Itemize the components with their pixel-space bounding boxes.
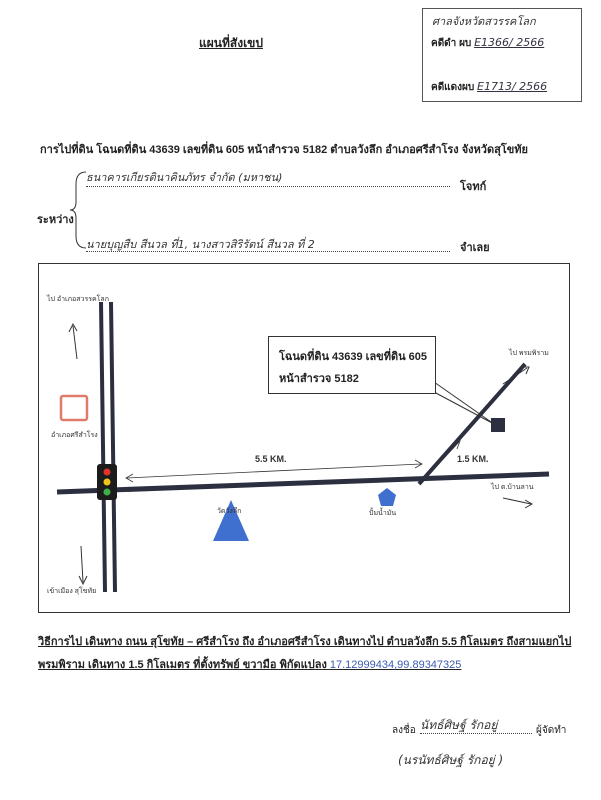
main-road: [57, 474, 549, 492]
coordinates-link[interactable]: 17.12999434,99.89347325: [329, 659, 462, 671]
property-callout: [268, 336, 436, 394]
vertical-road-right: [111, 302, 115, 592]
signature-image: นัทธ์ศิษฐ์ รักอยู่: [420, 718, 498, 732]
between-label: ระหว่าง: [37, 214, 74, 226]
label-wat: วัดวังลึก: [217, 508, 242, 515]
printed-name: (นรนัทธ์ศิษฐ์ รักอยู่ ): [398, 753, 504, 767]
defendant-line: [86, 251, 450, 252]
defendant-label: จำเลย: [460, 242, 490, 254]
case-number-box: [422, 8, 582, 102]
label-to-phrom-phiram: ไป พรมพิราม: [509, 350, 549, 357]
label-to-sukhothai: เข้าเมือง สุโขทัย: [47, 588, 97, 595]
method-line-2: [38, 655, 461, 673]
method-line-2-text: พรมพิราม เดินทาง 1.5 กิโลเมตร ที่ตั้งทรัพย์ ขวามือ พิกัดแปลง: [38, 659, 327, 671]
court-name: ศาลจังหวัดสวรรคโลก: [432, 15, 536, 28]
plaintiff-line: [86, 186, 450, 187]
route-line: การไปที่ดิน โฉนดที่ดิน 43639 เลขที่ดิน 605 หน้าสำรวจ 5182 ตำบลวังลึก อำเภอศรีสำโรง จังหวัดสุโขทัย: [40, 144, 528, 156]
plaintiff-name: ธนาคารเกียรตินาคินภัทร จำกัด (มหาชน): [86, 171, 283, 184]
preparer-role: ผู้จัดทำ: [536, 725, 567, 736]
method-line-1: วิธีการไป เดินทาง ถนน สุโขทัย – ศรีสำโรง ถึง อำเภอศรีสำโรง เดินทางไป ตำบลวังลึก 5.5 กิโลเมตร ถึงสามแยกไป: [38, 636, 572, 648]
callout-pointer: [434, 382, 494, 424]
distance-main-label: 5.5 KM.: [255, 454, 287, 464]
distance-arrow-main: [127, 464, 421, 478]
distance-branch-label: 1.5 KM.: [457, 454, 489, 464]
arrow-to-sukhothai: [81, 546, 83, 582]
label-to-ban-lan: ไป ต.บ้านลาน: [491, 484, 534, 491]
callout-line-2: หน้าสำรวจ 5182: [279, 373, 359, 385]
sign-label: ลงชื่อ: [392, 725, 416, 736]
label-to-sawankhalok: ไป อำเภอสวรรคโลก: [47, 296, 109, 303]
district-office-icon: [61, 396, 87, 420]
label-district-office: อำเภอศรีสำโรง: [51, 432, 98, 439]
black-case-label: คดีดำ ผบ: [431, 38, 472, 49]
vertical-road-left: [101, 302, 105, 592]
signature-line: [420, 733, 532, 734]
gas-station-icon: [378, 488, 396, 506]
arrow-to-phrom-phiram: [503, 368, 527, 384]
distance-arrow-branch: [431, 442, 459, 472]
plaintiff-label: โจทก์: [460, 181, 487, 193]
black-case-row: [431, 36, 544, 51]
defendant-name: นายบุญสืบ สีนวล ที่1, นางสาวสิริรัตน์ สีนวล ที่ 2: [86, 238, 315, 251]
black-case-number: E1366/ 2566: [474, 36, 545, 49]
red-case-row: [431, 80, 547, 95]
red-case-number: E1713/ 2566: [477, 80, 548, 93]
page-title: แผนที่สังเขป: [199, 36, 263, 50]
sketch-map: [38, 263, 570, 613]
label-gas-station: ปั้มน้ำมัน: [369, 510, 397, 517]
map-drawing: [39, 264, 569, 612]
red-case-label: คดีแดงผบ: [431, 82, 475, 93]
callout-line-1: โฉนดที่ดิน 43639 เลขที่ดิน 605: [279, 351, 428, 363]
property-marker: [491, 418, 505, 432]
